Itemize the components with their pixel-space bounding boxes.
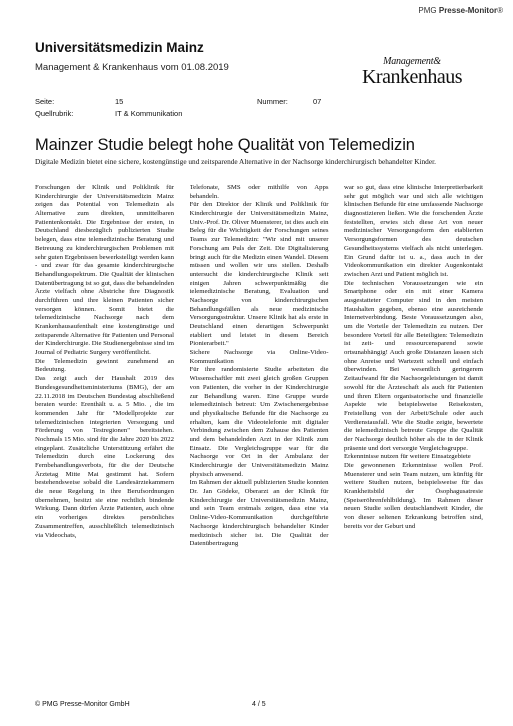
footer-page-number: 4 / 5 xyxy=(252,701,266,708)
subheading: Erkenntnisse nutzen für weitere Einsatzgebiete xyxy=(344,453,471,461)
rubrik-label: Quellrubrik: xyxy=(35,109,74,118)
brand-logo xyxy=(418,6,503,15)
seite-value: 15 xyxy=(115,97,124,106)
page-footer xyxy=(35,701,483,713)
paragraph: war so gut, dass eine klinische Interpretierbarkeit sehr gut möglich war und sich alle wichtigen klinischen Befunde für eine umfassende Nachsorge diagnostizieren ließen. Wie die forschenden Ärzte feststellten, erwies sich diese Art von neuer medizinischer Versorgungsform den etablierten Versorgungsformen des deutschen Gesundheitssystems vielfach als nicht unterlegen. Ein Grund dafür ist u. a., dass auch in der Videokommunikation ein direkter Augenkontakt zwischen Arzt und Patient möglich ist. xyxy=(344,184,483,278)
logo-line-2: Krankenhaus xyxy=(361,66,463,88)
paragraph: Im Rahmen der aktuell publizierten Studie konnten Dr. Jan Gödeke, Oberarzt an der Klinik für Kinderchirurgie der Universitätsmedizin Mainz, und sein Team erstmals zeigen, dass eine via Online-Video-Kommunikation durchgeführte Nachsorge kinderchirurgisch behandelter Kinder medizinisch sicher ist. Die Qualität der Datenübertragung xyxy=(189,479,329,548)
brand-prefix: PMG xyxy=(418,6,437,15)
rubrik-value: IT & Kommunikation xyxy=(115,109,183,118)
article-lead: Digitale Medizin bietet eine sichere, kostengünstige und zeitsparende Alternative in der Nachsorge kinderchirurgisch behandelter Kinder. xyxy=(35,157,436,166)
article-column-2 xyxy=(190,184,329,686)
source-subtitle: Management & Krankenhaus vom 01.08.2019 xyxy=(35,62,229,73)
article-column-1 xyxy=(35,184,174,686)
meta-info xyxy=(35,97,483,121)
nummer-value: 07 xyxy=(313,97,322,106)
paragraph: Forschungen der Klinik und Poliklinik für Kinderchirurgie der Universitätsmedizin Mainz zeigen das Potential von Telemedizin als Alternative zum direkten, unmittelbaren Patientenkontakt. Die Ergebnisse der ersten, in Deutschland diesbezüglich publizierten Studie belegen, dass eine telemedizinische Beratung und Betreuung zu kinderchirurgischen Problemen mit sehr guten Ergebnissen bewerkstelligt werden kann - und zwar für das gesamte kinderchirurgische Behandlungsspektrum. Die Qualität der klinischen Datenübertragung ist so gut, dass die behandelnden Ärzte vielfach ohne Abstriche ihre Diagnostik durchführen und ihre kleinen Patienten sicher versorgen können. Somit bietet die telemedizinische Nachsorge nach dem Krankenhausaufenthalt eine kostengünstige und zeitsparende Alternative für Patienten und Personal der Kinderchirurgie. Die Studienergebnisse sind im Journal of Pediatric Surgery veröffentlicht. xyxy=(35,184,174,357)
paragraph: Das zeigt auch der Haushalt 2019 des Bundesgesundheitsministeriums (BMG), der am 22.11.2018 im Deutschen Bundestag abschließend beraten wurde: Erenthält u. a. 5 Mio. , die im kommenden Jahr für "Modellprojekte zur telemedizinischen integrierten Versorgung und Förderung von Testregionen" bereitstehen. Nochmals 15 Mio. sind für die Jahre 2020 bis 2022 eingeplant. Zusätzliche Unterstützung erfährt die Telemedizin durch eine Lockerung des Fernbehandlungsverbots, für die der Deutsche Ärztetag Mitte Mai gestimmt hat. Sofern bestehendsweise sobald die Landesärztekammern die neue Regelung in ihre Berufsordnungen übernehmen, besitzt sie eine rechtlich bindende Wirkung. Dann dürfen Ärzte Patienten, auch ohne ein vorheriges direktes persönliches Zusammentreffen, ausschließlich telemedizinisch via Videochats, xyxy=(35,375,174,539)
paragraph: Für ihre randomisierte Studie arbeiteten die Wissenschaftler mit zwei gleich großen Gruppen von Patienten, die vorher in der Kinderchirurgie zur Behandlung waren. Eine Gruppe wurde telemedizinisch betreut: Um Zwischenergebnisse und physikalische Befunde für die Nachsorge zu erhalten, kam die Videotelefonie mit digitaler Verbindung zwischen dem Zuhause des Patienten und dem behandelnden Arzt in der Klinik zum Einsatz. Die Vergleichsgruppe war für die Nachsorge vor Ort in der Ambulanz der Kinderchirurgie der Universitätsmedizin Mainz physisch anwesend. xyxy=(189,366,329,478)
paragraph: Für den Direktor der Klinik und Poliklinik für Kinderchirurgie der Universitätsmedizin Mainz, Univ.-Prof. Dr. Oliver Muensterer, ist dies auch ein Beleg für die Wichtigkeit der Forschungen seines Teams zur Telemedizin: "Wir sind mit unserer Forschung am Puls der Zeit. Die Digitalisierung bringt auch für die Medizin einen Wandel. Diesem müssen und wollen wir uns stellen. Deshalb untersucht die kinderchirurgische Klinik seit einigen Jahren schwerpunktmäßig die telemedizinische Beratung, Evaluation und Nachsorge von kinderchirurgischen Behandlungsfällen als neue medizinische Versorgungsstruktur. Unsere Klinik hat als erste in Deutschland einen derartigen Schwerpunkt etabliert und leistet in diesem Bereich Pionierarbeit." xyxy=(189,201,329,348)
article-headline: Mainzer Studie belegt hohe Qualität von Telemedizin xyxy=(35,136,415,154)
paragraph: Die technischen Voraussetzungen wie ein Smartphone oder ein mit einer Kamera ausgestatteter Computer sind in den meisten Haushalten gegeben, ebenso eine ausreichende Internetverbindung. Beste Voraussetzungen also, um die Vorteile der Telemedizin zu nutzen. Der besondere Vorteil für alle Beteiligten: Telemedizin ist zeit- und ressourcensparend sowie ortsunabhängig! Auch große Distanzen lassen sich ohne Anreise und Wartezeit schnell und einfach überwinden. Bei wesentlich geringerem Zeitaufwand für die Nachsorgeleistungen ist damit sowohl für die Ärzteschaft als auch für Patienten und ihren Eltern organisatorische und finanzielle Aspekte wie beispielsweise Reisekosten, Freistellung von der Arbeit/Schule oder auch Verdienstausfall. Wie die Studie zeigte, bewertete die telemedizinisch betreute Gruppe die Qualität der Nachsorge deutlich höher als die in der Klinik präsente und dort versorgte Vergleichsgruppe. xyxy=(344,279,483,452)
article-body xyxy=(35,184,483,686)
paragraph: Die Telemedizin gewinnt zunehmend an Bedeutung. xyxy=(35,357,174,374)
logo-line-1: Management& xyxy=(383,56,441,67)
seite-label: Seite: xyxy=(35,97,55,106)
paragraph: Telefonate, SMS oder mithilfe von Apps behandeln. xyxy=(189,184,329,200)
paragraph: Die gewonnenen Erkenntnisse wollen Prof. Muensterer und sein Team nutzen, um künftig für weitere Studien nutzen, beispielsweise für das Krankheitsbild der Ösophagusatresie (Speiseröhrenfehlbildung). Im Rahmen dieser neuen Studie sollen deutschlandweit Kinder, die von dieser seltenen Erkrankung betroffen sind, bereits vor der Geburt und xyxy=(344,462,483,530)
brand-mark: ® xyxy=(497,6,503,15)
footer-copyright: © PMG Presse-Monitor GmbH xyxy=(35,701,130,708)
publication-logo xyxy=(348,56,476,87)
source-title: Universitätsmedizin Mainz xyxy=(35,40,204,55)
article-column-3 xyxy=(344,184,483,686)
subheading: Sichere Nachsorge via Online-Video-Kommunikation xyxy=(189,349,329,365)
brand-name: Presse-Monitor xyxy=(438,6,498,15)
nummer-label: Nummer: xyxy=(257,97,288,106)
